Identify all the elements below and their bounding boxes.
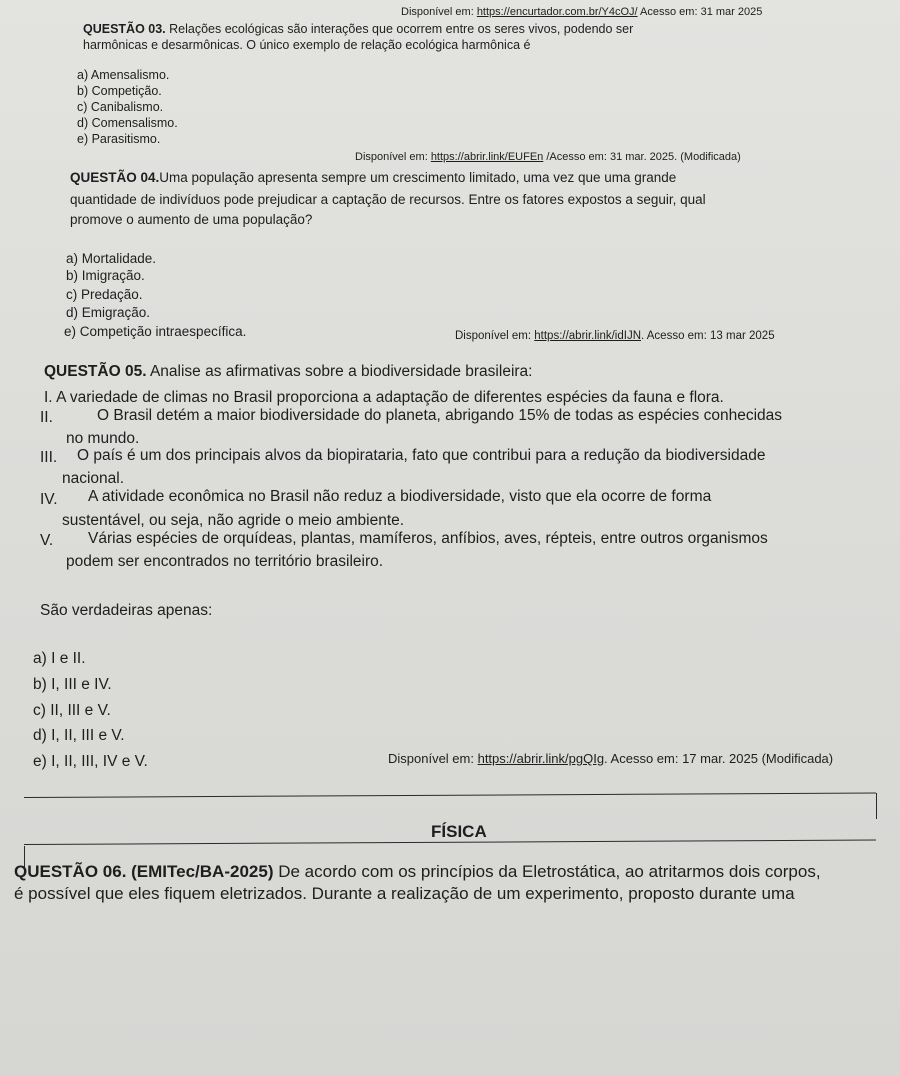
q5-reference <box>388 752 833 767</box>
q3-source-link[interactable]: https://encurtador.com.br/Y4cOJ/ <box>476 6 638 18</box>
q5-option-b: b) I, III e IV. <box>33 676 112 693</box>
q4-stem-line1 <box>70 170 676 186</box>
q5-stem-text: Analise as afirmativas sobre a biodiversidade brasileira: <box>146 363 533 380</box>
q5-option-d: d) I, II, III e V. <box>33 727 125 744</box>
q4-option-e: e) Competição intraespecífica. <box>64 324 247 339</box>
q4-stem-text: Uma população apresenta sempre um crescimento limitado, uma vez que uma grande <box>159 170 677 185</box>
section-box-top-border <box>24 793 876 798</box>
q5-statement-3-line1: O país é um dos principais alvos da biopirataria, fato que contribui para a redução da biodiversidade <box>77 447 766 464</box>
q5-statement-2-line1: O Brasil detém a maior biodiversidade do planeta, abrigando 15% de todas as espécies conhecidas <box>97 407 783 424</box>
q3-option-b: b) Competição. <box>77 84 162 98</box>
q4-option-c: c) Predação. <box>66 287 143 302</box>
q4-option-b: b) Imigração. <box>66 268 145 283</box>
q3-source <box>401 6 762 19</box>
q5-statement-5-num: V. <box>40 532 54 549</box>
section-title: FÍSICA <box>431 822 487 841</box>
q6-stem-line1 <box>14 862 821 882</box>
q3-reference-link[interactable]: https://abrir.link/EUFEn <box>430 151 544 163</box>
q6-stem-text: De acordo com os princípios da Eletrostática, ao atritarmos dois corpos, <box>273 862 821 881</box>
q3-option-c: c) Canibalismo. <box>77 100 164 114</box>
q4-label: QUESTÃO 04. <box>70 170 160 185</box>
q5-statement-5-line2: podem ser encontrados no território brasileiro. <box>66 553 384 570</box>
q4-stem-line3: promove o aumento de uma população? <box>70 212 313 227</box>
q3-source-prefix: Disponível em: <box>401 6 477 18</box>
q4-reference <box>455 330 775 343</box>
q4-option-d: d) Emigração. <box>66 305 151 320</box>
q3-option-a: a) Amensalismo. <box>77 68 170 82</box>
q5-prompt: São verdadeiras apenas: <box>40 602 213 619</box>
q5-reference-link[interactable]: https://abrir.link/pgQIg <box>477 751 605 766</box>
section-box-right-border <box>876 793 877 819</box>
q3-source-suffix: Acesso em: 31 mar 2025 <box>637 6 763 18</box>
q5-statement-4-num: IV. <box>40 491 58 508</box>
q5-option-c: c) II, III e V. <box>33 702 111 719</box>
q5-statement-3-num: III. <box>40 449 58 466</box>
q3-stem-text: Relações ecológicas são interações que ocorrem entre os seres vivos, podendo ser <box>165 22 634 36</box>
q5-stem <box>44 363 532 381</box>
q3-reference-suffix: /Acesso em: 31 mar. 2025. (Modificada) <box>543 151 741 163</box>
q5-statement-3-line2: nacional. <box>62 470 125 487</box>
q4-reference-suffix: . Acesso em: 13 mar 2025 <box>641 330 775 342</box>
q3-stem-line1 <box>83 22 633 36</box>
q5-option-a: a) I e II. <box>33 650 86 667</box>
q5-statement-4-line2: sustentável, ou seja, não agride o meio ambiente. <box>62 512 405 529</box>
q3-option-e: e) Parasitismo. <box>77 132 161 146</box>
q5-statement-2-num: II. <box>40 409 53 426</box>
q5-reference-suffix: . Acesso em: 17 mar. 2025 (Modificada) <box>604 751 834 766</box>
q6-stem-line2: é possível que eles fiquem eletrizados. Durante a realização de um experimento, proposto durante uma <box>14 884 795 903</box>
q4-reference-link[interactable]: https://abrir.link/idIJN <box>534 330 641 342</box>
q4-reference-prefix: Disponível em: <box>455 330 535 342</box>
q4-option-a: a) Mortalidade. <box>66 251 157 266</box>
q3-stem-line2: harmônicas e desarmônicas. O único exemplo de relação ecológica harmônica é <box>83 38 531 52</box>
q5-option-e: e) I, II, III, IV e V. <box>33 753 148 770</box>
q5-label: QUESTÃO 05. <box>44 363 147 380</box>
q5-statement-5-line1: Várias espécies de orquídeas, plantas, mamíferos, anfíbios, aves, répteis, entre outros organismos <box>88 530 768 547</box>
q5-statement-4-line1: A atividade econômica no Brasil não reduz a biodiversidade, visto que ela ocorre de forma <box>88 488 712 505</box>
q3-reference <box>355 151 741 164</box>
q4-stem-line2: quantidade de indivíduos pode prejudicar a captação de recursos. Entre os fatores expostos a seguir, qual <box>70 192 706 207</box>
q3-option-d: d) Comensalismo. <box>77 116 178 130</box>
q5-statement-2-line2: no mundo. <box>66 430 140 447</box>
q5-statement-1: I. A variedade de climas no Brasil proporciona a adaptação de diferentes espécies da fauna e flora. <box>44 389 724 406</box>
q3-label: QUESTÃO 03. <box>83 22 166 36</box>
q6-label: QUESTÃO 06. (EMITec/BA-2025) <box>14 862 274 881</box>
q5-reference-prefix: Disponível em: <box>388 751 478 766</box>
q3-reference-prefix: Disponível em: <box>355 151 431 163</box>
